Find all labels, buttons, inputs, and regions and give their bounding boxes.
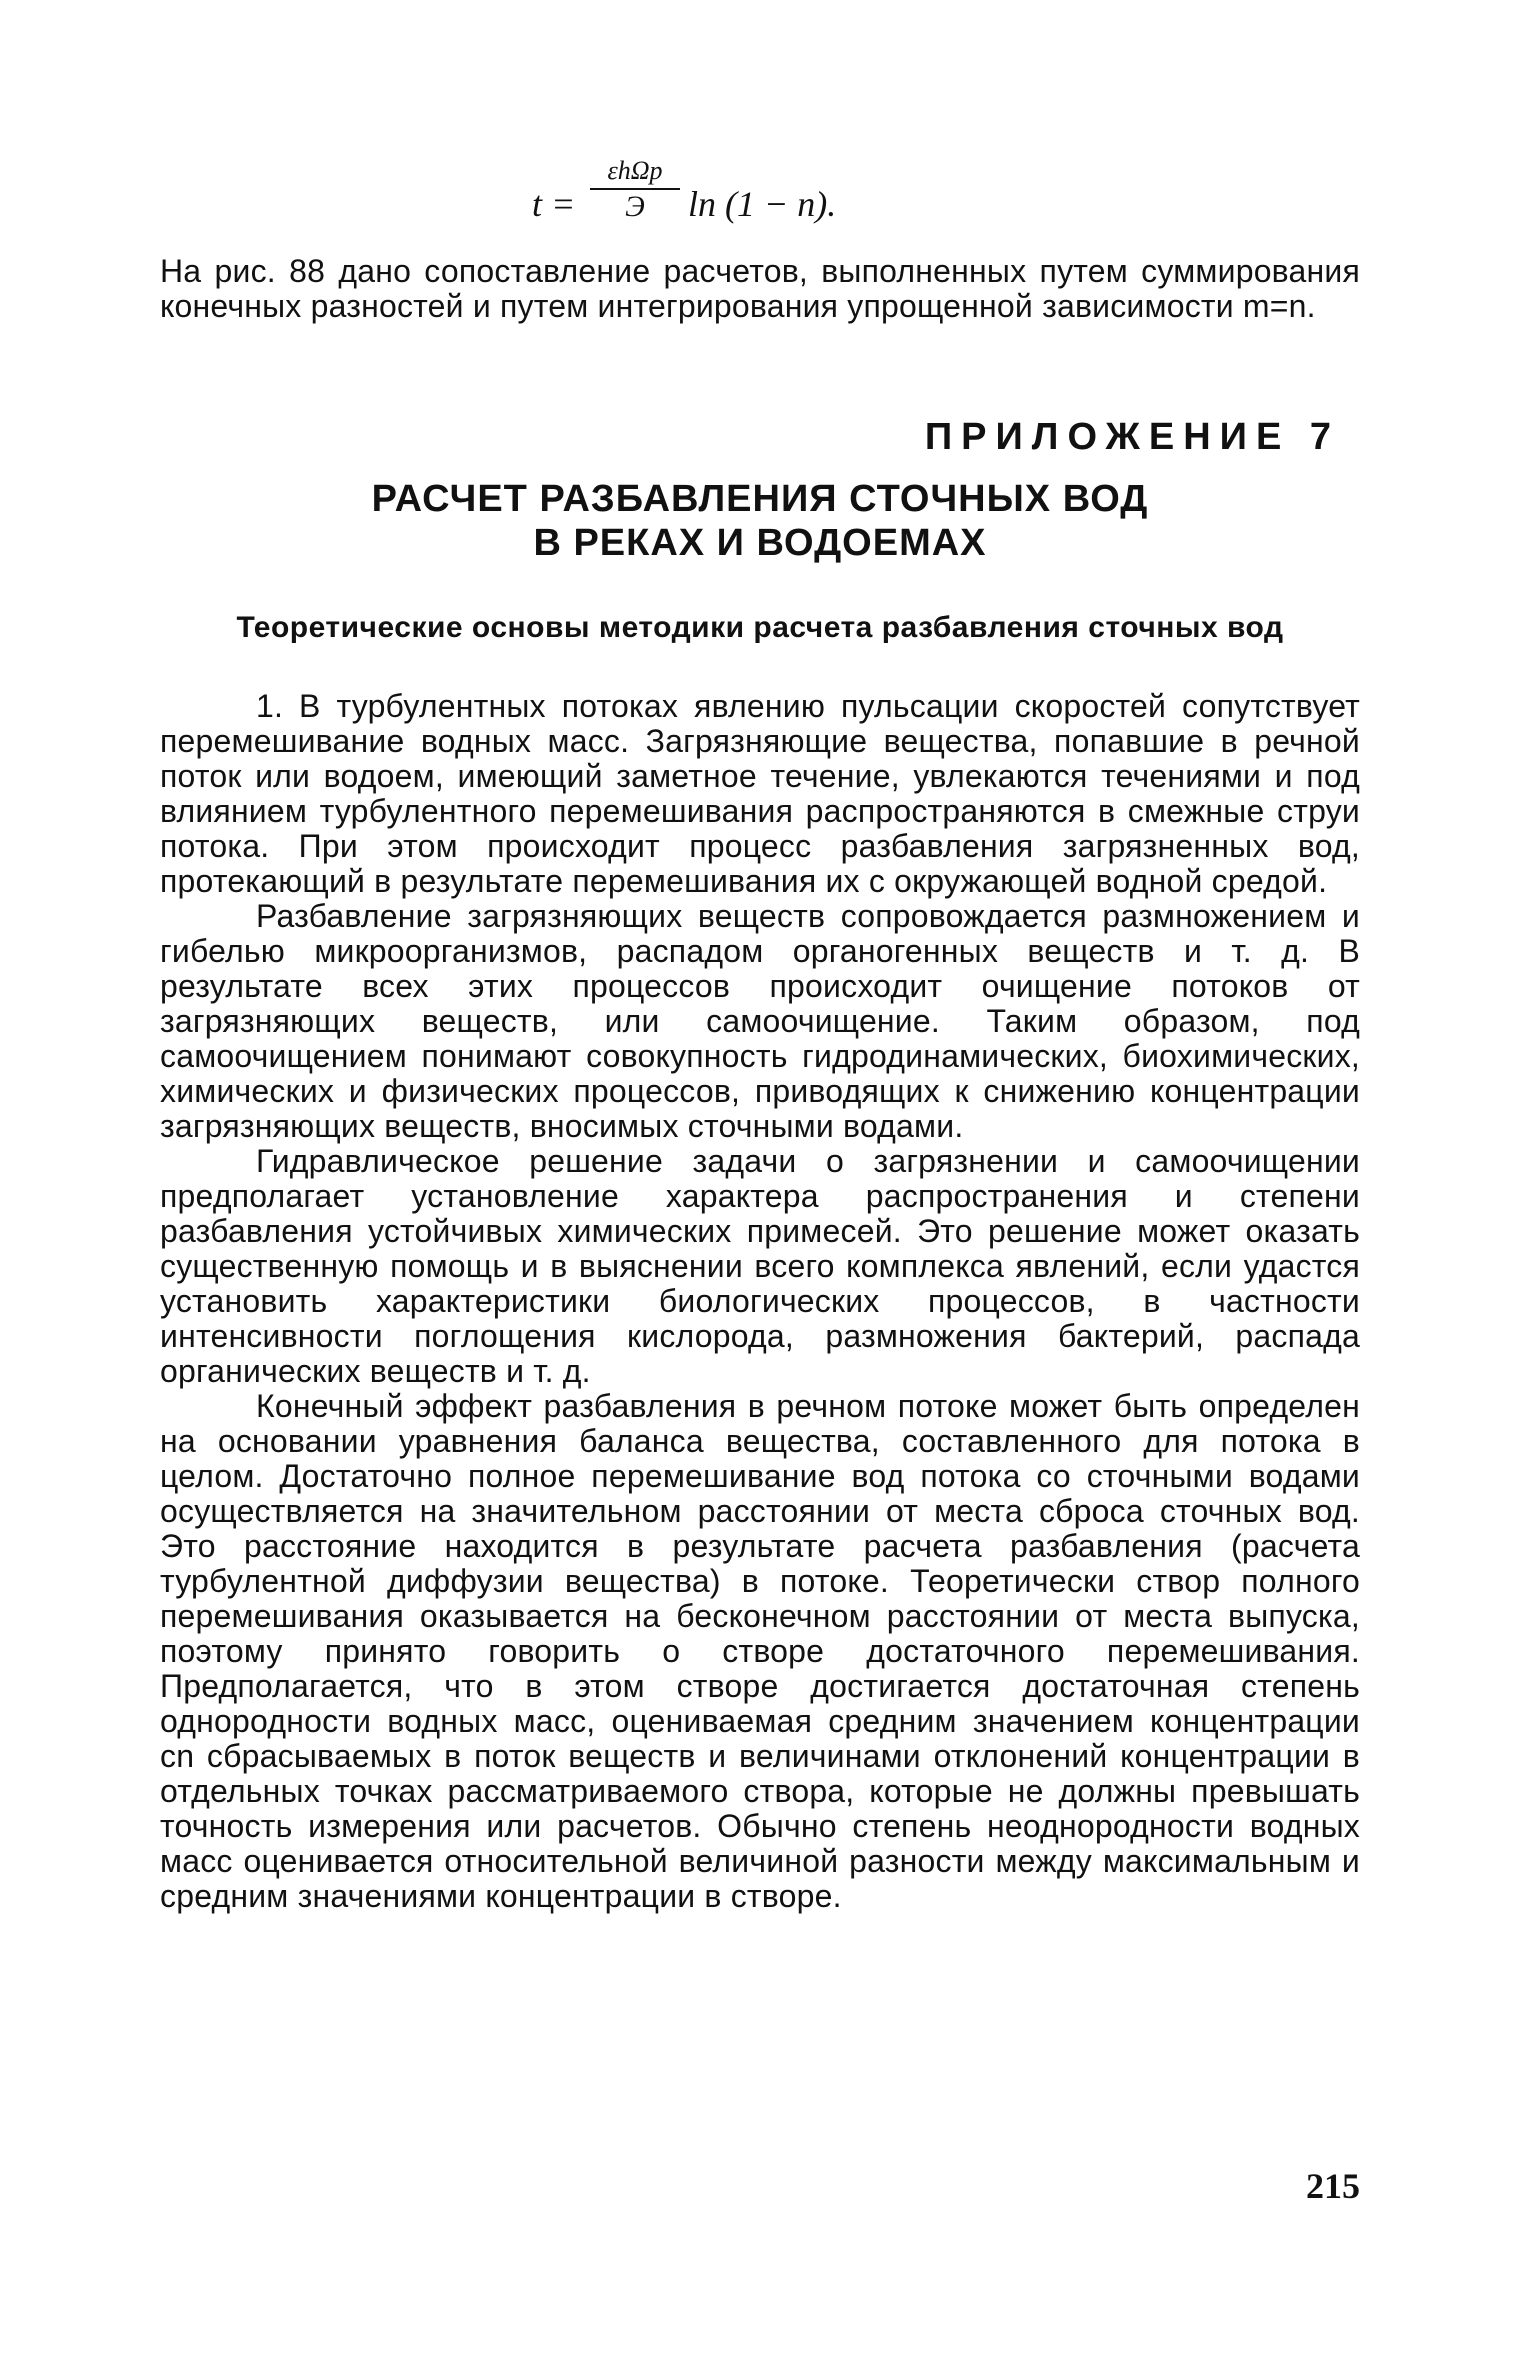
formula xyxy=(160,150,1360,250)
body-paragraph-2: Разбавление загрязняющих веществ сопровождается размножением и гибелью микроорганизмов, распадом органогенных веществ и т. д. В результате всех этих процессов происходит очищение потоков от загрязняющих веществ, или самоочищение. Таким образом, под самоочищением понимают совокупность гидродинамических, биохимических, химических и физических процессов, приводящих к снижению концентрации загрязняющих веществ, вносимых сточными водами. xyxy=(160,898,1360,1144)
formula-lhs: t = xyxy=(532,184,576,224)
formula-rhs: ln (1 − n). xyxy=(688,184,837,224)
body-paragraph-1: 1. В турбулентных потоках явлению пульсации скоростей сопутствует перемешивание водных масс. Загрязняющие вещества, попавшие в речной поток или водоем, имеющий заметное течение, увлекаются течениями и под влиянием турбулентного перемешивания распространяются в смежные струи потока. При этом происходит процесс разбавления загрязненных вод, протекающий в результате перемешивания их с окружающей водной средой. xyxy=(160,688,1360,899)
page-number: 215 xyxy=(1306,2166,1360,2206)
body-paragraph-3: Гидравлическое решение задачи о загрязнении и самоочищении предполагает установление характера распространения и степени разбавления устойчивых химических примесей. Это решение может оказать существенную помощь и в выяснении всего комплекса явлений, если удастся установить характеристики биологических процессов, в частности интенсивности поглощения кислорода, размножения бактерий, распада органических веществ и т. д. xyxy=(160,1143,1360,1389)
formula-numerator: εhΩp xyxy=(590,158,680,190)
section-title xyxy=(160,477,1360,565)
appendix-label: ПРИЛОЖЕНИЕ 7 xyxy=(924,416,1340,458)
section-subtitle: Теоретические основы методики расчета разбавления сточных вод xyxy=(236,611,1284,644)
formula-denominator: Э xyxy=(625,190,645,223)
intro-paragraph: На рис. 88 дано сопоставление расчетов, выполненных путем суммирования конечных разностей и путем интегрирования упрощенной зависимости m=n. xyxy=(160,253,1360,324)
formula-fraction xyxy=(590,158,680,222)
title-line-2: В РЕКАХ И ВОДОЕМАХ xyxy=(533,522,987,564)
page-content xyxy=(160,150,1360,1914)
body-paragraph-4: Конечный эффект разбавления в речном потоке может быть определен на основании уравнения баланса вещества, составленного для потока в целом. Достаточно полное перемешивание вод потока со сточными водами осуществляется на значительном расстоянии от места сброса сточных вод. Это расстояние находится в результате расчета разбавления (расчета турбулентной диффузии вещества) в потоке. Теоретически створ полного перемешивания оказывается на бесконечном расстоянии от места выпуска, поэтому принято говорить о створе достаточного перемешивания. Предполагается, что в этом створе достигается достаточная степень однородности водных масс, оцениваемая средним значением концентрации cn сбрасываемых в поток веществ и величинами отклонений концентрации в отдельных точках рассматриваемого створа, которые не должны превышать точность измерения или расчетов. Обычно степень неоднородности водных масс оценивается относительной величиной разности между максимальным и средним значениями концентрации в створе. xyxy=(160,1388,1360,1914)
title-line-1: РАСЧЕТ РАЗБАВЛЕНИЯ СТОЧНЫХ ВОД xyxy=(371,478,1149,520)
